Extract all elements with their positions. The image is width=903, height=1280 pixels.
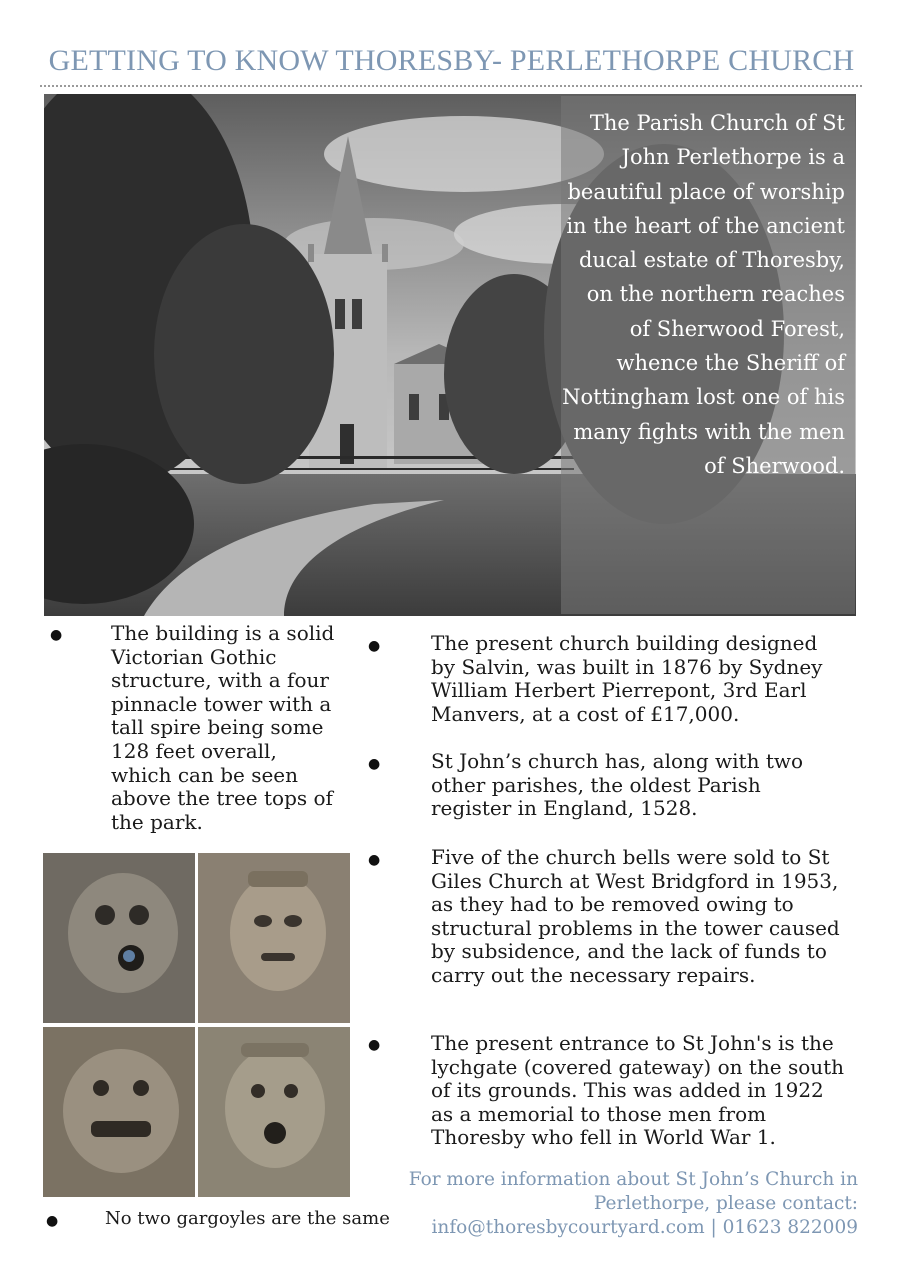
- bullet-marker: ●: [368, 756, 381, 772]
- bullet-bells: Five of the church bells were sold to St Giles Church at West Bridgford in 1953, as they had to be removed owing to structural problems in the tower caused by subsidence, and the lack of funds to carry out the necessary repairs.: [431, 845, 840, 987]
- gargoyle-photo-grid: [43, 853, 350, 1197]
- contact-intro: For more information about St John’s Church in Perlethorpe, please contact:: [408, 1169, 858, 1214]
- title-divider: [40, 85, 862, 87]
- gargoyle-photo: [43, 853, 195, 1023]
- bullet-register: St John’s church has, along with two other parishes, the oldest Parish register in England, 1528.: [431, 749, 804, 821]
- bullet-marker: ●: [368, 852, 381, 868]
- bullet-lychgate: The present entrance to St John's is the lychgate (covered gateway) on the south of its grounds. This was added in 1922 as a memorial to those men from Thoresby who fell in World War 1.: [431, 1031, 845, 1150]
- intro-paragraph: The Parish Church of St John Perlethorpe is a beautiful place of worship in the heart of the ancient ducal estate of Thoresby, on the northern reaches of Sherwood Forest, whence the Sheriff of Nottingham lost one of his many fights with the men of Sherwood.: [562, 111, 845, 478]
- bullet-marker: ●: [50, 627, 63, 643]
- bullet-marker: ●: [368, 1037, 381, 1053]
- gargoyle-caption: No two gargoyles are the same: [105, 1208, 390, 1229]
- bullet-marker: ●: [46, 1213, 59, 1229]
- bullet-design: The present church building designed by Salvin, was built in 1876 by Sydney William Herbert Pierrepont, 3rd Earl Manvers, at a cost of £17,000.: [431, 631, 823, 726]
- contact-block: [378, 1168, 858, 1240]
- contact-details[interactable]: info@thoresbycourtyard.com | 01623 822009: [431, 1217, 858, 1238]
- bullet-marker: ●: [368, 638, 381, 654]
- page-title: GETTING TO KNOW THORESBY- PERLETHORPE CHURCH: [48, 44, 855, 77]
- bullet-building: The building is a solid Victorian Gothic structure, with a four pinnacle tower with a tall spire being some 128 feet overall, which can be seen above the tree tops of the park.: [111, 621, 335, 834]
